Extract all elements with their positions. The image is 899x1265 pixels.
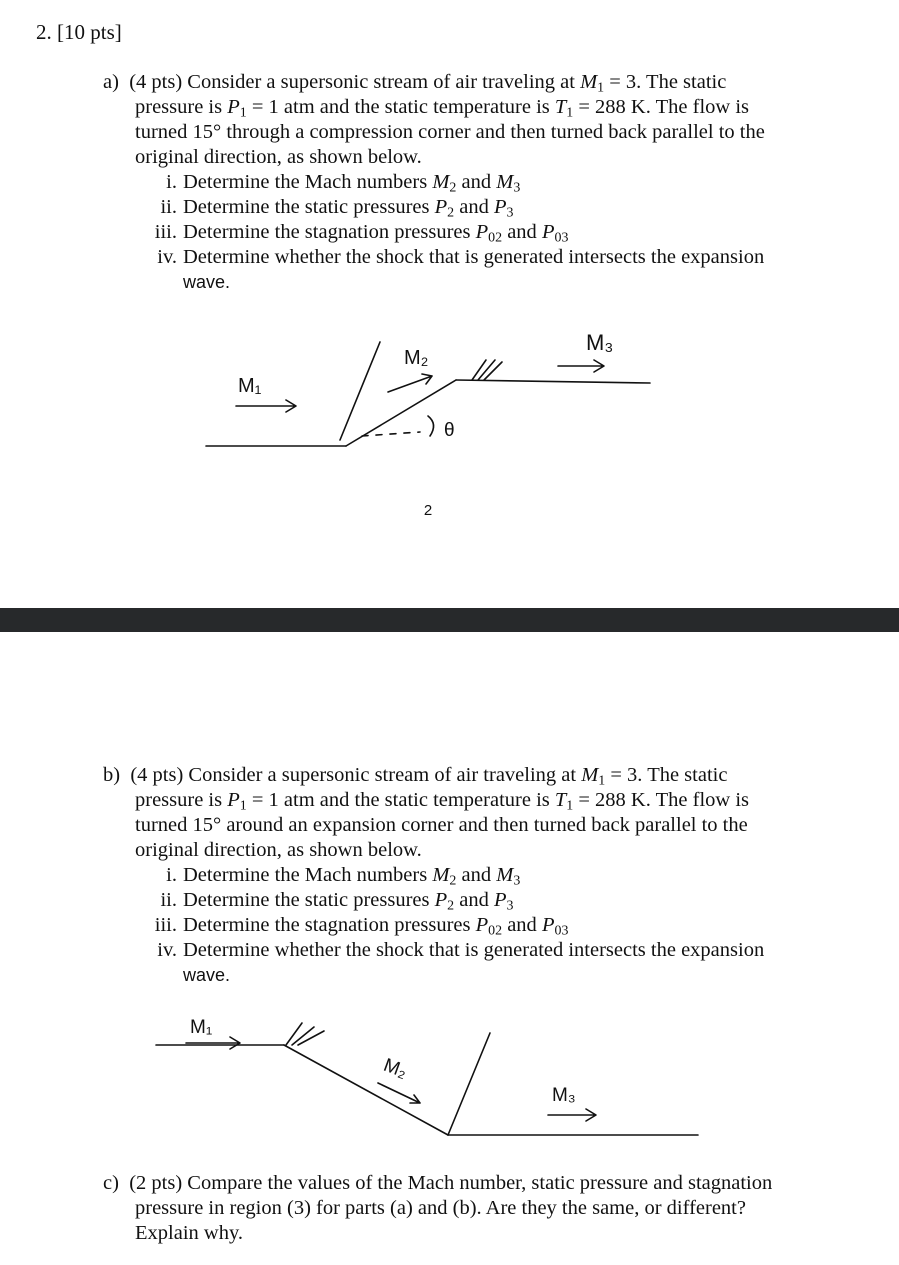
part-c-line-1 (103, 1171, 772, 1196)
part-b-temperature-text: = 1 atm and the static temperature is (251, 789, 550, 811)
wall-downstream (456, 380, 650, 383)
item-number: ii. (160, 196, 177, 218)
and-word: and (459, 196, 489, 218)
m3-label: M₃ (586, 330, 614, 355)
item-text: Determine the Mach numbers (183, 171, 428, 193)
m1-label: M₁ (190, 1017, 213, 1038)
part-a-line-3: turned 15° through a compression corner and then turned back parallel to the (135, 121, 765, 143)
item-number: i. (166, 171, 177, 193)
part-b-item-iii: iii. Determine the stagnation pressures $P_{02}$ and $P_{03}$ (135, 913, 764, 938)
item-text: Determine the Mach numbers (183, 864, 428, 886)
part-a-text (103, 70, 765, 295)
part-a-line-2: pressure is $P_1 = 1$ atm and the static temperature is $T_1 = 288$ K. The flow is (135, 96, 749, 121)
oblique-shock-line (448, 1033, 490, 1135)
part-a-item-ii: ii. Determine the static pressures $P_2$ and $P_3$ (135, 195, 765, 220)
item-number: ii. (160, 889, 177, 911)
item-number: iv. (157, 939, 177, 961)
item-text: Determine whether the shock that is generated intersects the expansion (183, 939, 765, 961)
part-b-line-3: turned 15° around an expansion corner and then turned back parallel to the (135, 814, 748, 836)
angle-arc (428, 416, 434, 436)
part-a-items (103, 170, 765, 295)
figure-compression-corner (0, 320, 899, 480)
problem-header: 2. [10 pts] (36, 20, 122, 44)
part-c-line-1-text: (2 pts) Compare the values of the Mach number, static pressure and stagnation (129, 1172, 773, 1194)
and-word: and (459, 889, 489, 911)
item-number: iii. (154, 914, 177, 936)
expansion-fan (286, 1023, 324, 1045)
page-divider (0, 608, 899, 632)
part-a-line-4: original direction, as shown below. (135, 146, 422, 168)
m1-arrow (186, 1037, 240, 1049)
part-b-line-1: b) (4 pts) Consider a supersonic stream of air traveling at $M_1 = 3$. The static (103, 764, 728, 789)
item-text: Determine the static pressures (183, 196, 430, 218)
part-b-line-4: original direction, as shown below. (135, 839, 422, 861)
part-a-flow-text: = 288 K. The flow is (578, 96, 749, 118)
page-number: 2 (423, 502, 433, 519)
part-b-flow-text: = 288 K. The flow is (578, 789, 749, 811)
dashed-extension (362, 432, 420, 436)
part-c-label: c) (103, 1172, 119, 1194)
figure-expansion-corner (0, 1005, 899, 1155)
part-b-item-iv (135, 938, 764, 963)
item-number: iv. (157, 246, 177, 268)
part-a-temperature-text: = 1 atm and the static temperature is (251, 96, 550, 118)
oblique-shock-line (340, 342, 380, 440)
part-a-label: a) (103, 71, 119, 93)
item-text: Determine the stagnation pressures (183, 914, 471, 936)
m3-arrow (558, 360, 604, 372)
part-b-text (103, 763, 764, 988)
part-b-item-iv-cont: wave. (183, 965, 231, 985)
part-b-pressure-text: pressure is (135, 789, 223, 811)
m2-label: M₂ (380, 1054, 410, 1083)
m2-arrow (388, 374, 432, 392)
part-b-items (103, 863, 764, 988)
item-text: Determine the stagnation pressures (183, 221, 471, 243)
part-b-item-i: i. Determine the Mach numbers $M_2$ and $M_3$ (135, 863, 764, 888)
m1-arrow (236, 400, 296, 412)
expansion-fan (472, 360, 502, 380)
part-a-intro: (4 pts) Consider a supersonic stream of air traveling at (129, 71, 575, 93)
and-word: and (461, 864, 492, 886)
and-word: and (461, 171, 492, 193)
part-a-m1-value: = 3. The static (609, 71, 727, 93)
part-c-text (103, 1171, 772, 1246)
part-b-item-ii: ii. Determine the static pressures $P_2$ and $P_3$ (135, 888, 764, 913)
item-number: iii. (154, 221, 177, 243)
part-a-item-iv-cont: wave. (183, 272, 231, 292)
theta-label: θ (444, 420, 455, 441)
part-b-label: b) (103, 764, 121, 786)
item-text: Determine the static pressures (183, 889, 430, 911)
part-b-intro: (4 pts) Consider a supersonic stream of air traveling at (130, 764, 577, 786)
part-a-item-i: i. Determine the Mach numbers $M_2$ and $M_3$ (135, 170, 765, 195)
and-word: and (507, 914, 537, 936)
part-a-item-iii: iii. Determine the stagnation pressures $P_{02}$ and $P_{03}$ (135, 220, 765, 245)
m3-label: M₃ (552, 1085, 576, 1106)
part-c-line-3: Explain why. (135, 1222, 243, 1244)
part-a-line-1: a) (4 pts) Consider a supersonic stream of air traveling at $M_1 = 3$. The static (103, 71, 727, 96)
m3-arrow (548, 1109, 596, 1121)
item-number: i. (166, 864, 177, 886)
wall-ramp (284, 1045, 448, 1135)
part-b-line-2: pressure is $P_1 = 1$ atm and the static temperature is $T_1 = 288$ K. The flow is (135, 789, 749, 814)
part-b-m1-value: = 3. The static (610, 764, 728, 786)
and-word: and (507, 221, 537, 243)
item-text: Determine whether the shock that is generated intersects the expansion (183, 246, 765, 268)
m1-label: M₁ (238, 375, 262, 397)
part-a-pressure-text: pressure is (135, 96, 223, 118)
part-a-item-iv (135, 245, 765, 270)
m2-label: M₂ (404, 347, 429, 369)
part-c-line-2: pressure in region (3) for parts (a) and (b). Are they the same, or different? (135, 1197, 746, 1219)
